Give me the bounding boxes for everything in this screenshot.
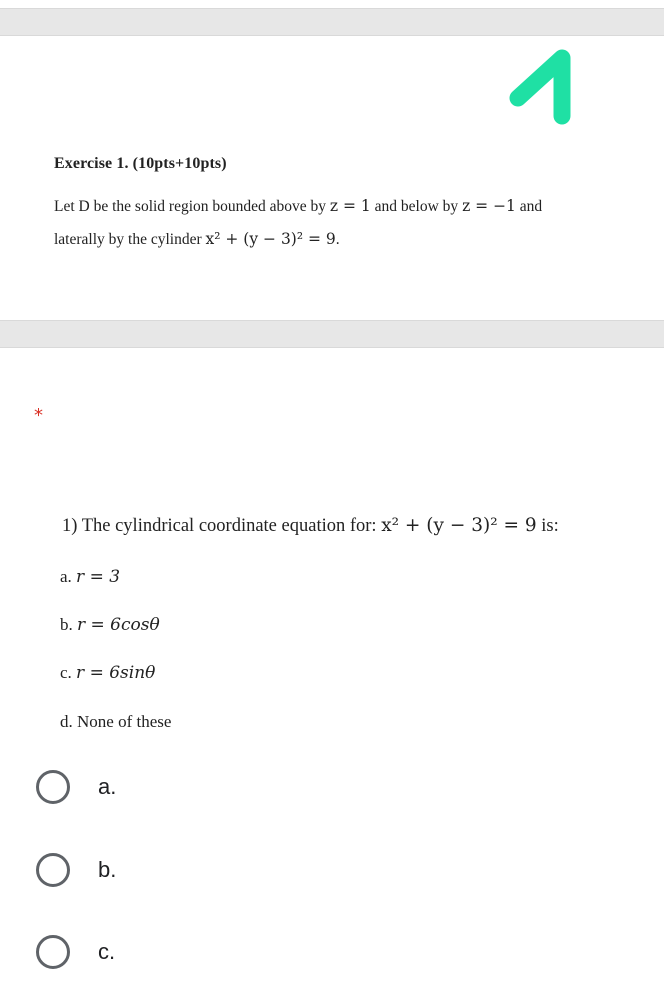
question-text: 1) The cylindrical coordinate equation for: x² + (y − 3)² = 9 is:: [62, 515, 559, 536]
radio-unchecked-icon[interactable]: [36, 770, 70, 804]
radio-option-a[interactable]: [36, 770, 116, 804]
section-divider-middle: [0, 320, 664, 348]
required-asterisk-icon: *: [34, 405, 43, 426]
question-equation: x² + (y − 3)² = 9: [381, 515, 537, 536]
radio-option-label: b.: [98, 857, 117, 882]
exercise-title: Exercise 1. (10pts+10pts): [54, 155, 227, 172]
answer-choice-c: c. r = 6sinθ: [60, 663, 156, 683]
exercise-description-line-2: laterally by the cylinder x² + (y − 3)² = 9.: [54, 230, 340, 248]
exercise-description-line-1: Let D be the solid region bounded above by z = 1 and below by z = −1 and: [54, 197, 543, 215]
radio-unchecked-icon[interactable]: [36, 935, 70, 969]
radio-option-label: c.: [98, 939, 116, 964]
radio-option-c[interactable]: [36, 935, 115, 969]
section-divider-top: [0, 8, 664, 36]
equation-cylinder: x² + (y − 3)² = 9: [205, 230, 336, 248]
answer-choice-a: a. r = 3: [60, 567, 121, 587]
radio-option-label: a.: [98, 774, 117, 799]
radio-option-b[interactable]: [36, 853, 116, 887]
radio-unchecked-icon[interactable]: [36, 853, 70, 887]
equation-lower-bound: z = −1: [462, 197, 516, 215]
equation-upper-bound: z = 1: [329, 197, 371, 215]
brand-logo-icon: [506, 44, 582, 128]
answer-choice-d: d. None of these: [60, 712, 172, 731]
answer-choice-b: b. r = 6cosθ: [60, 615, 160, 635]
